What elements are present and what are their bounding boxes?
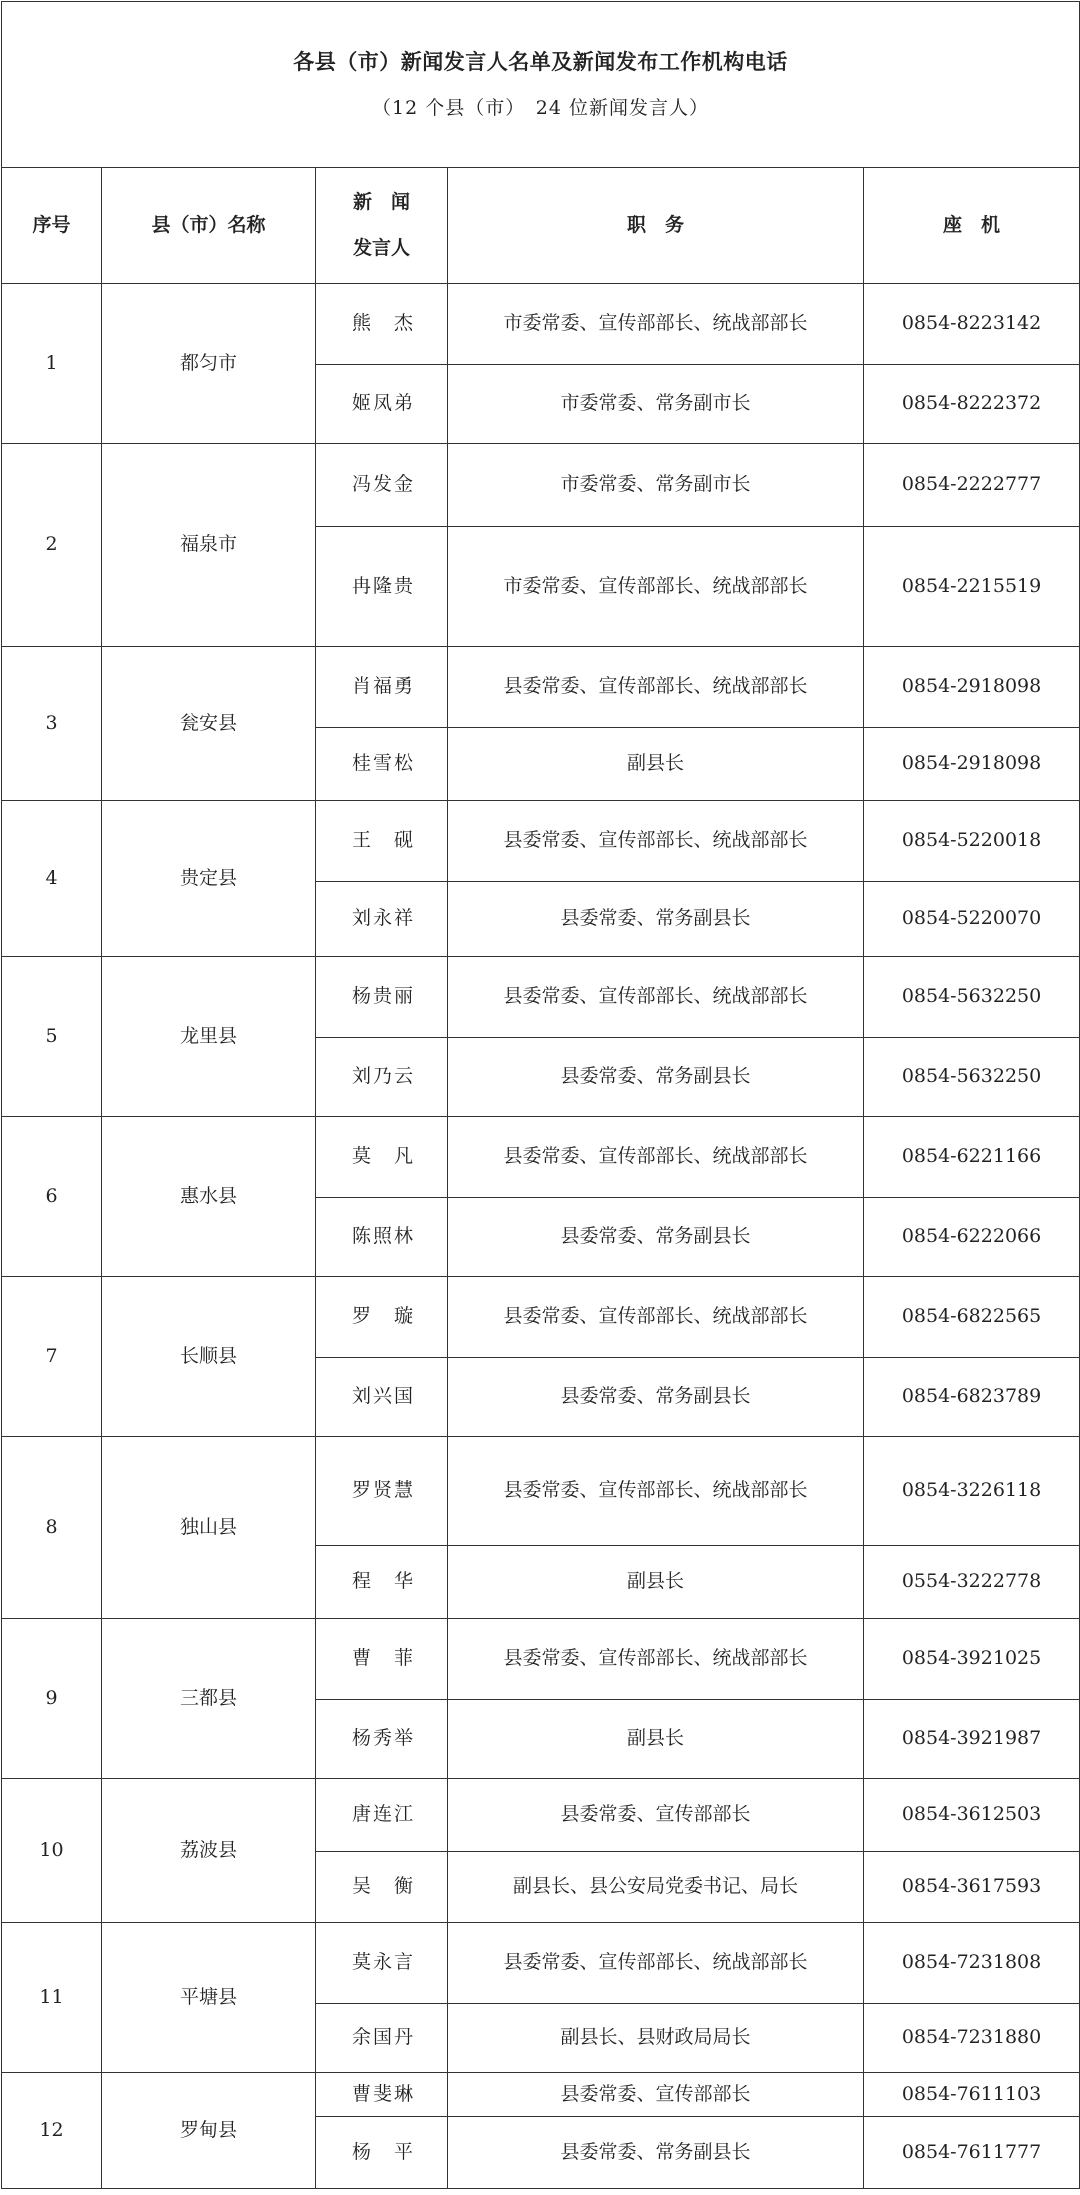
phone-cell: 0854-3921987 [864,1700,1080,1779]
position-cell: 市委常委、宣传部部长、统战部部长 [448,527,864,647]
position-cell: 县委常委、常务副县长 [448,1198,864,1277]
position-cell: 副县长 [448,1700,864,1779]
table-row [2,1779,1080,1852]
seq-cell: 1 [2,284,102,444]
position-cell: 县委常委、宣传部部长、统战部部长 [448,1277,864,1358]
county-name-cell: 瓮安县 [102,647,316,801]
position-cell: 市委常委、常务副市长 [448,444,864,527]
title-row [2,2,1080,168]
table-title: 各县（市）新闻发言人名单及新闻发布工作机构电话 [293,49,788,74]
speaker-name-cell: 桂雪松 [316,728,448,801]
speaker-name-cell: 吴 衡 [316,1852,448,1923]
phone-cell: 0854-3612503 [864,1779,1080,1852]
phone-cell: 0854-5220018 [864,801,1080,882]
seq-cell: 5 [2,957,102,1117]
position-cell: 副县长、县公安局党委书记、局长 [448,1852,864,1923]
seq-cell: 3 [2,647,102,801]
spokesperson-table [1,1,1080,2189]
header-row [2,168,1080,284]
position-cell: 副县长 [448,1546,864,1619]
table-row [2,284,1080,365]
position-cell: 副县长、县财政局局长 [448,2004,864,2073]
phone-cell: 0854-6822565 [864,1277,1080,1358]
seq-cell: 7 [2,1277,102,1437]
title-cell [2,2,1080,168]
county-name-cell: 贵定县 [102,801,316,957]
position-cell: 市委常委、宣传部部长、统战部部长 [448,284,864,365]
county-name-cell: 长顺县 [102,1277,316,1437]
phone-cell: 0854-6222066 [864,1198,1080,1277]
speaker-name-cell: 熊 杰 [316,284,448,365]
speaker-name-cell: 刘永祥 [316,882,448,957]
speaker-name-cell: 刘乃云 [316,1038,448,1117]
speaker-name-cell: 陈照林 [316,1198,448,1277]
county-name-cell: 罗甸县 [102,2073,316,2189]
position-cell: 县委常委、宣传部部长、统战部部长 [448,1923,864,2004]
speaker-name-cell: 曹斐琳 [316,2073,448,2117]
position-cell: 县委常委、宣传部部长、统战部部长 [448,801,864,882]
speaker-name-cell: 杨 平 [316,2117,448,2189]
speaker-name-cell: 余国丹 [316,2004,448,2073]
header-county: 县（市）名称 [102,168,316,284]
phone-cell: 0854-6823789 [864,1358,1080,1437]
phone-cell: 0854-5632250 [864,1038,1080,1117]
header-phone: 座 机 [864,168,1080,284]
table-row [2,647,1080,728]
position-cell: 县委常委、宣传部部长、统战部部长 [448,1619,864,1700]
header-speaker-line1: 新 闻 [352,190,410,213]
seq-cell: 11 [2,1923,102,2073]
phone-cell: 0854-7611103 [864,2073,1080,2117]
phone-cell: 0854-2222777 [864,444,1080,527]
phone-cell: 0854-2918098 [864,647,1080,728]
table-row [2,1117,1080,1198]
table-row [2,1923,1080,2004]
table-row [2,1437,1080,1546]
position-cell: 县委常委、宣传部部长、统战部部长 [448,1117,864,1198]
phone-cell: 0854-6221166 [864,1117,1080,1198]
position-cell: 县委常委、宣传部部长 [448,2073,864,2117]
county-name-cell: 福泉市 [102,444,316,647]
speaker-name-cell: 冯发金 [316,444,448,527]
table-row [2,2073,1080,2117]
speaker-name-cell: 肖福勇 [316,647,448,728]
position-cell: 县委常委、宣传部部长、统战部部长 [448,957,864,1038]
phone-cell: 0854-3226118 [864,1437,1080,1546]
position-cell: 副县长 [448,728,864,801]
header-seq: 序号 [2,168,102,284]
county-name-cell: 平塘县 [102,1923,316,2073]
speaker-name-cell: 王 砚 [316,801,448,882]
phone-cell: 0854-8223142 [864,284,1080,365]
phone-cell: 0854-2918098 [864,728,1080,801]
header-speaker [316,168,448,284]
county-name-cell: 独山县 [102,1437,316,1619]
county-name-cell: 荔波县 [102,1779,316,1923]
phone-cell: 0854-3617593 [864,1852,1080,1923]
speaker-name-cell: 罗 璇 [316,1277,448,1358]
position-cell: 县委常委、常务副县长 [448,1038,864,1117]
county-name-cell: 龙里县 [102,957,316,1117]
speaker-name-cell: 唐连江 [316,1779,448,1852]
county-name-cell: 三都县 [102,1619,316,1779]
seq-cell: 9 [2,1619,102,1779]
seq-cell: 8 [2,1437,102,1619]
phone-cell: 0854-3921025 [864,1619,1080,1700]
position-cell: 县委常委、常务副县长 [448,2117,864,2189]
phone-cell: 0854-2215519 [864,527,1080,647]
speaker-name-cell: 罗贤慧 [316,1437,448,1546]
phone-cell: 0854-8222372 [864,365,1080,444]
speaker-name-cell: 程 华 [316,1546,448,1619]
county-name-cell: 都匀市 [102,284,316,444]
phone-cell: 0554-3222778 [864,1546,1080,1619]
position-cell: 县委常委、宣传部部长、统战部部长 [448,1437,864,1546]
table-row [2,1277,1080,1358]
position-cell: 县委常委、宣传部部长、统战部部长 [448,647,864,728]
header-position: 职 务 [448,168,864,284]
table-row [2,801,1080,882]
speaker-name-cell: 杨贵丽 [316,957,448,1038]
phone-cell: 0854-5220070 [864,882,1080,957]
phone-cell: 0854-7231880 [864,2004,1080,2073]
table-row [2,1619,1080,1700]
seq-cell: 10 [2,1779,102,1923]
table-row [2,444,1080,527]
seq-cell: 12 [2,2073,102,2189]
speaker-name-cell: 冉隆贵 [316,527,448,647]
speaker-name-cell: 刘兴国 [316,1358,448,1437]
header-speaker-line2: 发言人 [352,236,410,259]
phone-cell: 0854-5632250 [864,957,1080,1038]
table-row [2,957,1080,1038]
position-cell: 市委常委、常务副市长 [448,365,864,444]
seq-cell: 6 [2,1117,102,1277]
table-subtitle: （12 个县（市） 24 位新闻发言人） [372,96,709,119]
phone-cell: 0854-7611777 [864,2117,1080,2189]
position-cell: 县委常委、常务副县长 [448,1358,864,1437]
position-cell: 县委常委、常务副县长 [448,882,864,957]
speaker-name-cell: 曹 菲 [316,1619,448,1700]
seq-cell: 4 [2,801,102,957]
speaker-name-cell: 莫永言 [316,1923,448,2004]
phone-cell: 0854-7231808 [864,1923,1080,2004]
speaker-name-cell: 莫 凡 [316,1117,448,1198]
position-cell: 县委常委、宣传部部长 [448,1779,864,1852]
county-name-cell: 惠水县 [102,1117,316,1277]
speaker-name-cell: 杨秀举 [316,1700,448,1779]
seq-cell: 2 [2,444,102,647]
speaker-name-cell: 姬凤弟 [316,365,448,444]
